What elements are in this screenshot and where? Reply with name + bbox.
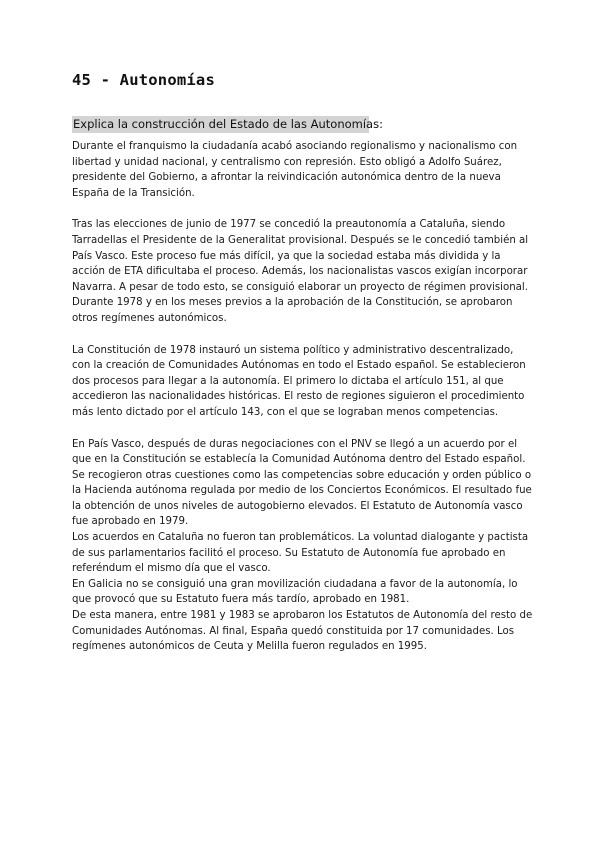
document-body	[72, 139, 534, 655]
paragraph-cataluna: Los acuerdos en Cataluña no fueron tan problemáticos. La voluntad dialogante y pactista de sus parlamentarios facilitó el proceso. Su Estatuto de Autonomía fue aprobado en referéndum el mismo día que el vasco.	[72, 532, 529, 575]
paragraph-intro: Durante el franquismo la ciudadanía acabó asociando regionalismo y nacionalismo con libertad y unidad nacional, y centralismo con represión. Esto obligó a Adolfo Suárez, presidente del Gobierno, a afrontar la reivindicación autonómica dentro de la nueva España de la Transición.	[72, 141, 518, 199]
paragraph-spacer	[72, 201, 534, 217]
paragraph-constitution: La Constitución de 1978 instauró un sistema político y administrativo descentralizado, con la creación de Comunidades Autónomas en todo el Estado español. Se establecieron dos procesos para llegar a la autonomía. El primero lo dictaba el artículo 151, al que accedieron las nacionalidades históricas. El resto de regiones siguieron el procedimiento más lento dictado por el artículo 143, con el que se lograban menos competencias.	[72, 344, 526, 418]
paragraph-conclusion: De esta manera, entre 1981 y 1983 se aprobaron los Estatutos de Autonomía del resto de Comunidades Autónomas. Al final, España quedó constituida por 17 comunidades. Los regímenes autonómicos de Ceuta y Melilla fueron regulados en 1995.	[72, 610, 533, 653]
question-heading: Explica la construcción del Estado de las Autonomías:	[73, 117, 383, 131]
paragraph-pais-vasco: En País Vasco, después de duras negociaciones con el PNV se llegó a un acuerdo por el que en la Constitución se establecía la Comunidad Autónoma dentro del Estado español. Se recogieron otras cuestiones como las competencias sobre educación y orden público o la Hacienda autónoma regulada por medio de los Conciertos Económicos. El resultado fue la obtención de unos niveles de autogobierno elevados. El Estatuto de Autonomía vasco fue aprobado en 1979.	[72, 438, 532, 528]
page-title: 45 - Autonomías	[72, 71, 215, 89]
paragraph-preautonomy: Tras las elecciones de junio de 1977 se concedió la preautonomía a Cataluña, siendo Tarradellas el Presidente de la Generalitat provisional. Después se le concedió también al País Vasco. Este proceso fue más difícil, ya que la sociedad estaba más dividida y la acción de ETA dificultaba el proceso. Además, los nacionalistas vascos exigían incorporar Navarra. A pesar de todo esto, se consiguió elaborar un proyecto de régimen provisional. Durante 1978 y en los meses previos a la aprobación de la Constitución, se aprobaron otros regímenes autonómicos.	[72, 219, 529, 324]
paragraph-galicia: En Galicia no se consiguió una gran movilización ciudadana a favor de la autonomía, lo que provocó que su Estatuto fuera más tardío, aprobado en 1981.	[72, 578, 518, 606]
paragraph-spacer	[72, 327, 534, 343]
paragraph-spacer	[72, 421, 534, 437]
